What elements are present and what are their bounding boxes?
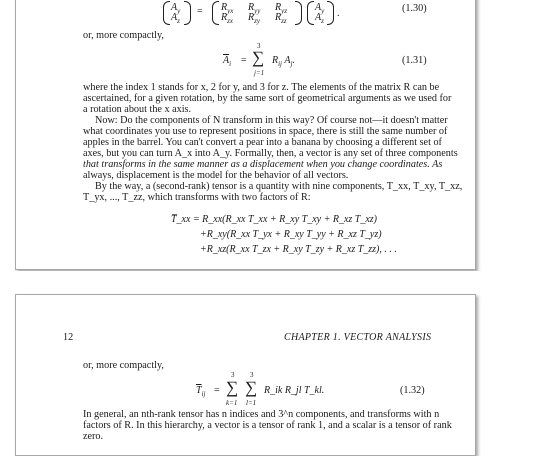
- right-paren: [184, 1, 191, 25]
- sum1-symbol: ∑: [226, 378, 239, 397]
- left-paren: [163, 1, 170, 25]
- p2-line-1: Now: Do the components of N transform in this way? Of course not—it doesn't matter: [95, 115, 448, 126]
- equals-sign: =: [197, 6, 203, 17]
- matrix-ryx: $R_{yx}$: [221, 2, 234, 15]
- or-more-compactly: or, more compactly,: [83, 360, 164, 371]
- equation-number-131: (1.31): [402, 55, 427, 66]
- matrix-rzx: $R_{zx}$: [221, 12, 233, 25]
- tensor-eq-line-3: +R_xz(R_xx T_zx + R_xy T_zy + R_xz T_zz), . . .: [200, 244, 397, 255]
- p-line-2: factors of R. In this hierarchy, a vector is a tensor of rank 1, and a scalar is a tensor of rank: [83, 420, 452, 431]
- rhs-az: $A_z$: [315, 12, 324, 25]
- page-11: $A_y$ $A_z$ = $R_{yx}$ $R_{yy}$ $R_{yz}$ $R_{zx}$ $R_{zy}$ $R_{zz}$ $A_y$ $A_z$ . (1.30) or, more compactly, $\overline{A}_i$ = 3 ∑ j=1 $R_{ij}$ $A_j$. (1.31) where the index 1 stands for x, 2 for y, and 3 for z. The elements of the matrix R can be ascertained, for a given rotation, by the same sort of geometrical arguments as we used for a rotation about the x axis. Now: Do the components of N transform in this way? Of course not—it doesn't matter what coordinates you use to represent positions in space, there is still the same number of apples in the barrel. You can't convert a pear into a banana by choosing a different set of axes, but you can turn A_x into A_y. Formally, then, a vector is any set of three components that transforms in the same manner as a displacement when you change coordinates. As always, displacement is the model for the behavior of all vectors. By the way, a (second-rank) tensor is a quantity with nine components, T_xx, T_xy, T_xz, T_yx, ..., T_zz, which transforms with two factors of R: T̅_xx = R_xx(R_xx T_xx + R_xy T_xy + R_xz T_xz) +R_xy(R_xx T_yx + R_xy T_yy + R_xz T_yz) +R_xz(R_xx T_zx + R_xy T_zy + R_xz T_zz), . . .: [15, 0, 476, 270]
- p3-line-1: By the way, a (second-rank) tensor is a quantity with nine components, T_xx, T_xy, T_xz,: [95, 181, 463, 192]
- sum-symbol: ∑: [252, 48, 265, 67]
- equation-number-132: (1.32): [400, 385, 425, 396]
- p2-line-3: apples in the barrel. You can't convert a pear into a banana by choosing a different set of: [83, 137, 442, 148]
- p2-line-6: always, displacement is the model for the behavior of all vectors.: [83, 170, 349, 181]
- or-more-compactly: or, more compactly,: [83, 30, 164, 41]
- equation-number: (1.30): [402, 3, 427, 14]
- rhs-left-paren: [307, 1, 314, 25]
- matrix-left-paren: [212, 1, 219, 25]
- lhs-ay: $A_y$: [171, 2, 181, 15]
- sum2-lower: l=1: [246, 399, 257, 407]
- matrix-ryz: $R_{yz}$: [275, 2, 287, 15]
- sum2-symbol: ∑: [245, 378, 258, 397]
- p2-line-4: axes, but you can turn A_x into A_y. Formally, then, a vector is any set of three components: [83, 148, 458, 159]
- sum1-upper: 3: [231, 371, 235, 379]
- page-gap: [0, 271, 540, 291]
- p1-line-1: where the index 1 stands for x, 2 for y, and 3 for z. The elements of the matrix R can be: [83, 82, 440, 93]
- p3-line-2: T_yx, ..., T_zz, which transforms with two factors of R:: [83, 192, 311, 203]
- running-head: CHAPTER 1. VECTOR ANALYSIS: [284, 332, 432, 343]
- matrix-rzy: $R_{zy}$: [248, 12, 260, 25]
- tensor-eq-line-1: T̅_xx = R_xx(R_xx T_xx + R_xy T_xy + R_xz T_xz): [171, 214, 378, 225]
- sum2-upper: 3: [250, 371, 254, 379]
- page-12: 12 CHAPTER 1. VECTOR ANALYSIS or, more compactly, $\overline{T}_{ij}$ = 3 ∑ k=1 3 ∑ l=1 R_ik R_jl T_kl. (1.32) In general, an nth-rank tensor has n indices and 3^n components, and transforms with n factors of R. In this hierarchy, a vector is a tensor of rank 1, and a scalar is a tensor of rank zero.: [15, 294, 476, 456]
- eq-period: .: [337, 8, 340, 19]
- page-number: 12: [63, 332, 74, 343]
- sum-upper-limit: 3: [257, 42, 261, 50]
- p2-line-5: that transforms in the same manner as a displacement when you change coordinates. As: [83, 159, 443, 170]
- matrix-ryy: $R_{yy}$: [248, 2, 261, 15]
- eq32-lhs: $\overline{T}_{ij}$: [196, 385, 206, 398]
- sum-lower-limit: j=1: [254, 69, 265, 77]
- scrollbar[interactable]: [526, 0, 540, 442]
- p2-line-2: what coordinates you use to represent positions in space, there is still the same number of: [83, 126, 448, 137]
- rhs-right-paren: [327, 1, 334, 25]
- tensor-eq-line-2: +R_xy(R_xx T_yx + R_xy T_yy + R_xz T_yz): [200, 229, 382, 240]
- p1-line-3: a rotation about the x axis.: [83, 104, 192, 115]
- matrix-rzz: $R_{zz}$: [275, 12, 287, 25]
- p-line-3: zero.: [83, 431, 104, 442]
- sum1-lower: k=1: [226, 399, 238, 407]
- p-line-1: In general, an nth-rank tensor has n indices and 3^n components, and transforms with n: [83, 409, 440, 420]
- eq31-lhs: $\overline{A}_i$: [223, 55, 232, 68]
- rhs-ay: $A_y$: [315, 2, 325, 15]
- eq32-rhs: R_ik R_jl T_kl.: [264, 385, 325, 396]
- lhs-az: $A_z$: [171, 12, 180, 25]
- matrix-right-paren: [295, 1, 302, 25]
- p1-line-2: ascertained, for a given rotation, by the same sort of geometrical arguments as we used for: [83, 93, 452, 104]
- eq31-rhs: $R_{ij}$ $A_j$.: [272, 55, 295, 68]
